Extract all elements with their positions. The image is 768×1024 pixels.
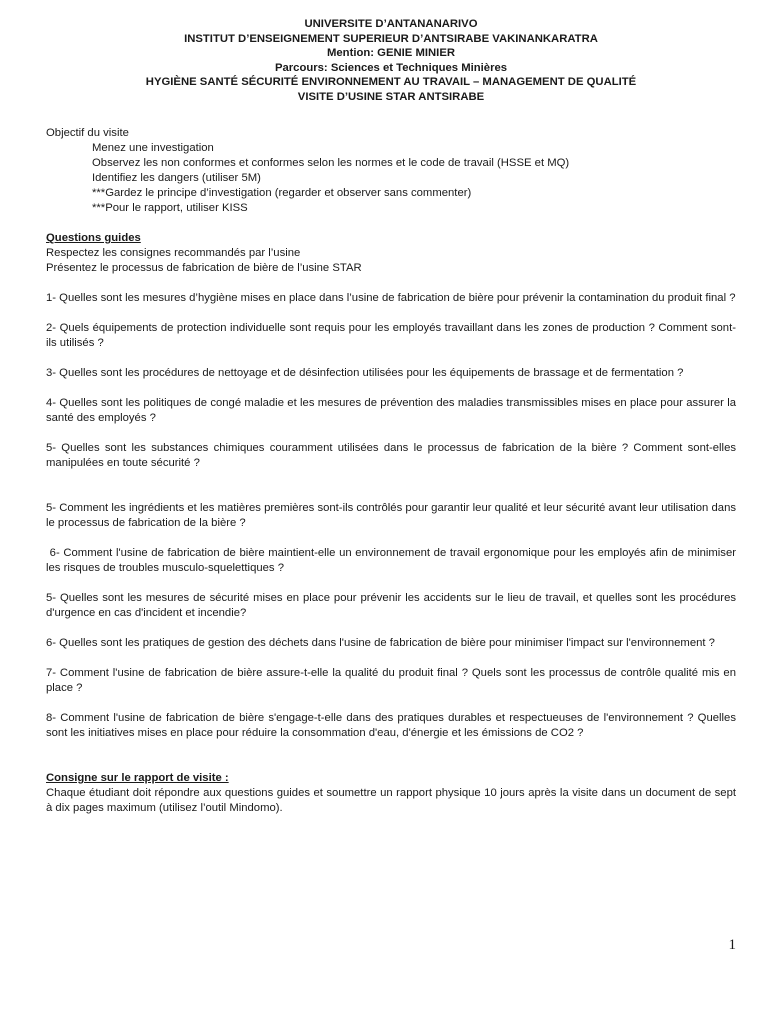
question-item: 6- Quelles sont les pratiques de gestion des déchets dans l'usine de fabrication de bière pour minimiser l'impact sur l'environnement ?	[46, 637, 715, 649]
header-course: HYGIÈNE SANTÉ SÉCURITÉ ENVIRONNEMENT AU TRAVAIL – MANAGEMENT DE QUALITÉ	[145, 76, 637, 88]
header-university: UNIVERSITE D’ANTANANARIVO	[304, 18, 478, 30]
header-visit-title: VISITE D’USINE STAR ANTSIRABE	[297, 90, 485, 103]
header-mention: Mention: GENIE MINIER	[326, 47, 456, 59]
question-item: 1- Quelles sont les mesures d’hygiène mises en place dans l’usine de fabrication de bière pour prévenir la contamination du produit final ?	[46, 292, 736, 304]
document-header	[46, 17, 736, 104]
header-parcours: Parcours: Sciences et Techniques Minières	[274, 61, 508, 74]
question-item: 2- Quels équipements de protection individuelle sont requis pour les employés travaillant dans les zones de production ? Comment sont-ils utilisés ?	[46, 322, 736, 349]
page-number: 1	[728, 937, 736, 953]
question-item: 3- Quelles sont les procédures de nettoyage et de désinfection utilisées pour les équipements de brassage et de fermentation ?	[46, 367, 684, 379]
questions-title: Questions guides	[46, 232, 141, 244]
objective-item: Menez une investigation	[92, 142, 214, 154]
objectives-section	[46, 126, 736, 216]
question-item: 5- Comment les ingrédients et les matières premières sont-ils contrôlés pour garantir leur qualité et leur sécurité avant leur utilisation dans le processus de fabrication de la bière ?	[46, 502, 736, 529]
objective-item: Identifiez les dangers (utiliser 5M)	[92, 172, 261, 184]
report-instructions: Chaque étudiant doit répondre aux questions guides et soumettre un rapport physique 10 jours après la visite dans un document de sept à dix pages maximum (utilisez l’outil Mindomo).	[46, 787, 736, 814]
objective-item: ***Gardez le principe d’investigation (regarder et observer sans commenter)	[92, 187, 472, 199]
question-item: 5- Quelles sont les substances chimiques couramment utilisées dans le processus de fabrication de la bière ? Comment sont-elles manipulées en toute sécurité ?	[46, 442, 736, 469]
report-title: Consigne sur le rapport de visite :	[46, 772, 229, 784]
question-item: 6- Comment l'usine de fabrication de bière maintient-elle un environnement de travail ergonomique pour les employés afin de minimiser les risques de troubles musculo-squelettiques ?	[46, 547, 740, 574]
objective-item: Observez les non conformes et conformes selon les normes et le code de travail (HSSE et MQ)	[92, 157, 570, 169]
objectives-list	[46, 141, 736, 216]
question-item: 7- Comment l'usine de fabrication de bière assure-t-elle la qualité du produit final ? Quels sont les processus de contrôle qualité mis en place ?	[46, 667, 736, 694]
page-content	[46, 17, 740, 816]
questions-intro-2: Présentez le processus de fabrication de bière de l’usine STAR	[46, 262, 362, 274]
objective-item: ***Pour le rapport, utiliser KISS	[92, 202, 248, 214]
header-institute: INSTITUT D’ENSEIGNEMENT SUPERIEUR D’ANTSIRABE VAKINANKARATRA	[184, 32, 598, 45]
question-item: 4- Quelles sont les politiques de congé maladie et les mesures de prévention des maladies transmissibles mises en place pour assurer la santé des employés ?	[46, 397, 736, 424]
questions-intro-1: Respectez les consignes recommandés par l’usine	[46, 247, 301, 259]
question-item: 5- Quelles sont les mesures de sécurité mises en place pour prévenir les accidents sur le lieu de travail, et quelles sont les procédures d'urgence en cas d'incident et incendie?	[46, 592, 736, 619]
report-section	[46, 771, 736, 816]
question-item: 8- Comment l'usine de fabrication de bière s'engage-t-elle dans des pratiques durables et respectueuses de l'environnement ? Quelles sont les initiatives mises en place pour réduire la consommation d'eau, d'énergie et les émissions de CO2 ?	[46, 712, 736, 739]
objectives-title: Objectif du visite	[46, 127, 129, 139]
questions-section	[46, 231, 740, 741]
